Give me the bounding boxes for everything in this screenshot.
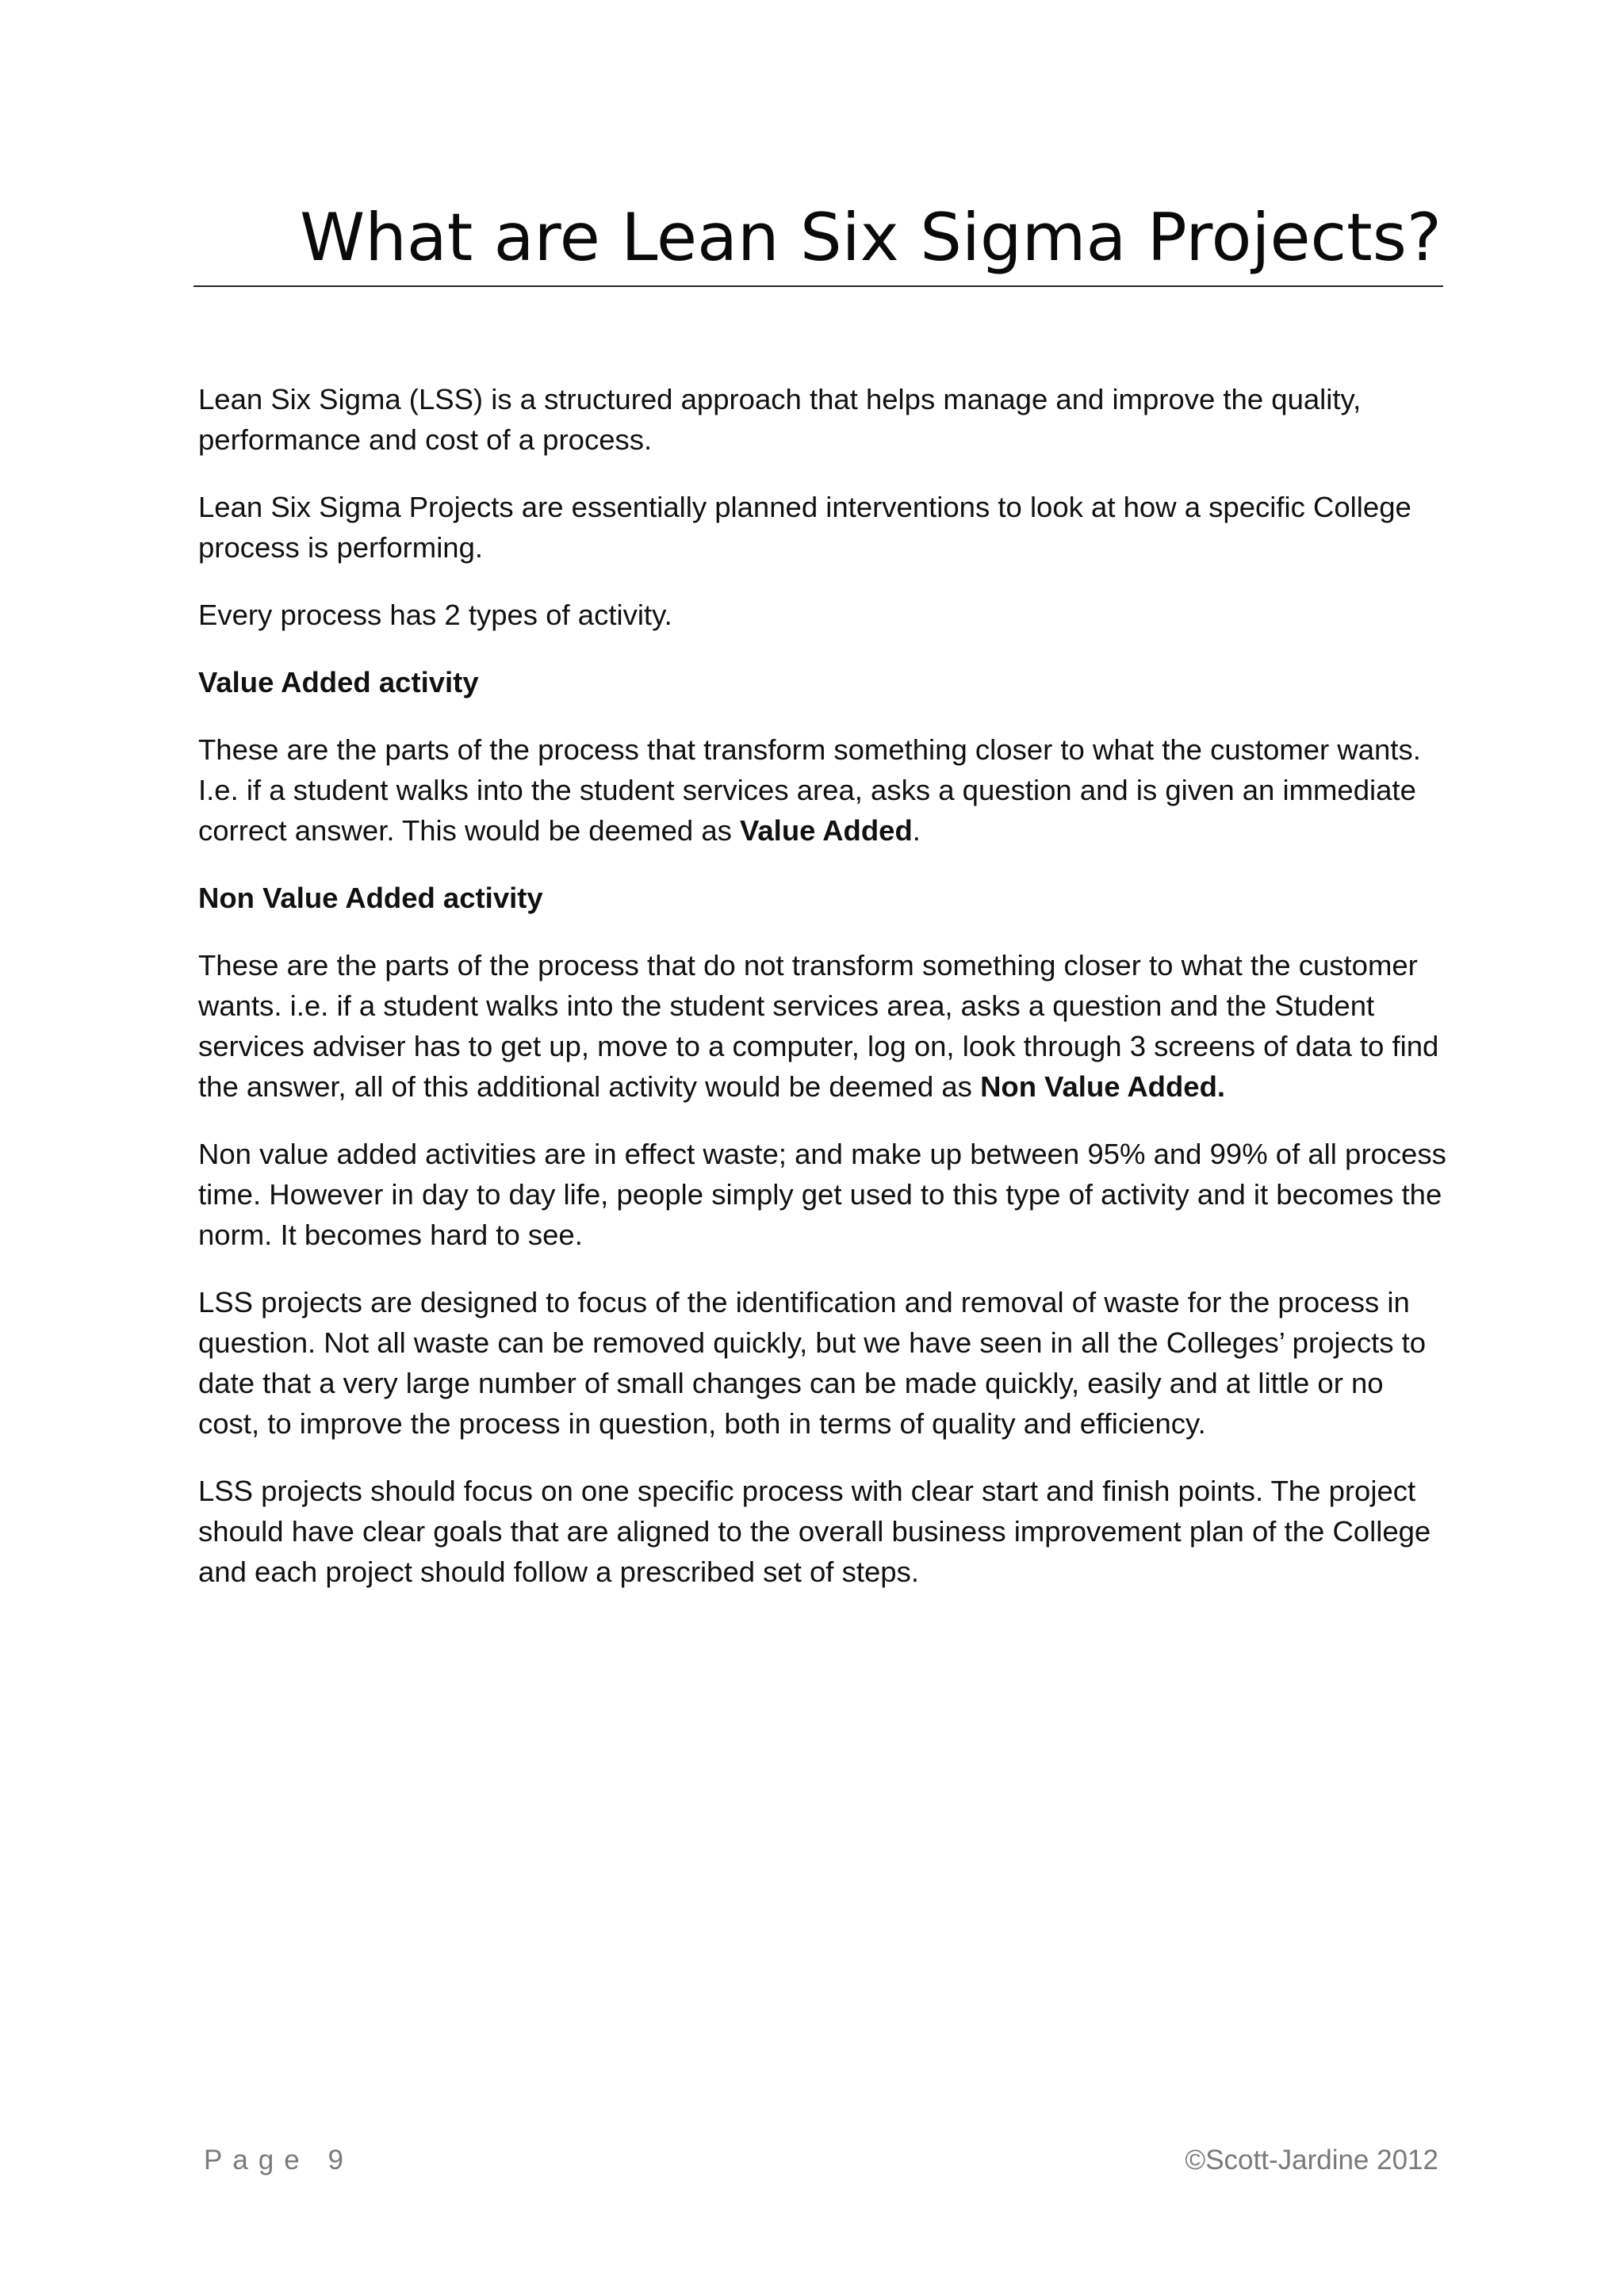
page-number: Page 9 [204,2145,354,2175]
paragraph-waste [198,1134,1447,1255]
paragraph-lss-projects [198,487,1447,568]
paragraph-text-end: . [912,814,921,847]
paragraph-lss-definition [198,379,1447,460]
paragraph-text: Every process has 2 types of activity. [198,599,672,631]
copyright-notice: ©Scott-Jardine 2012 [1185,2145,1438,2175]
paragraph-non-value-added [198,945,1447,1107]
paragraph-text: Lean Six Sigma Projects are essentially planned interventions to look at how a specific College process is performing. [198,491,1411,564]
paragraph-text: LSS projects are designed to focus of the identification and removal of waste for the process in question. Not all waste can be removed quickly, but we have seen in all the Colleges’ projects to date that a very large number of small changes can be made quickly, easily and at little or no cost, to improve the process in question, both in terms of quality and efficiency. [198,1286,1427,1440]
body-text [198,379,1447,1619]
page-title: What are Lean Six Sigma Projects? [300,199,1442,276]
paragraph-text: These are the parts of the process that do not transform something closer to what the customer wants. i.e. if a student walks into the student services area, asks a question and the Student services adviser has to get up, move to a computer, log on, look through 3 screens of data to find the answer, all of this additional activity would be deemed as [198,949,1439,1103]
title-divider [193,285,1443,287]
heading-text: Non Value Added activity [198,882,543,914]
heading-non-value-added [198,878,1447,918]
heading-value-added [198,662,1447,702]
paragraph-text: Non value added activities are in effect waste; and make up between 95% and 99% of all process time. However in day to day life, people simply get used to this type of activity and it becomes the norm. It becomes hard to see. [198,1138,1446,1251]
paragraph-text: LSS projects should focus on one specific process with clear start and finish points. The project should have clear goals that are aligned to the overall business improvement plan of the College and each project should follow a prescribed set of steps. [198,1475,1431,1588]
heading-text: Value Added activity [198,666,479,698]
paragraph-lss-focus [198,1282,1447,1444]
bold-term: Value Added [740,814,913,847]
paragraph-text: These are the parts of the process that transform something closer to what the customer wants. I.e. if a student walks into the student services area, asks a question and is given an immediate correct answer. This would be deemed as [198,733,1421,847]
paragraph-activity-types [198,595,1447,635]
paragraph-value-added [198,729,1447,851]
paragraph-text: Lean Six Sigma (LSS) is a structured approach that helps manage and improve the quality, performance and cost of a process. [198,383,1362,456]
bold-term: Non Value Added. [980,1070,1226,1103]
paragraph-lss-goals [198,1471,1447,1592]
